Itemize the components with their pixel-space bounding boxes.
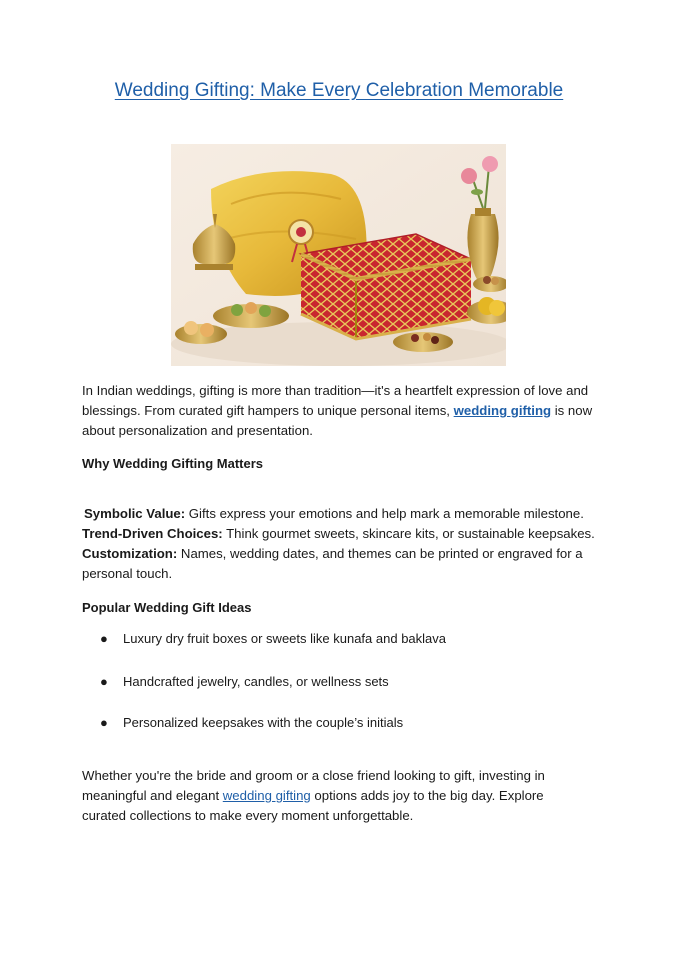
gift-hamper-illustration (171, 144, 506, 366)
bullet-icon: ● (100, 631, 108, 646)
why-item-trend (82, 524, 602, 544)
intro-text-end: is now about personalization and presentation. (82, 403, 593, 438)
why-item-label: Customization: (82, 546, 178, 561)
section-heading-why: Why Wedding Gifting Matters (82, 456, 264, 471)
section-heading-ideas: Popular Wedding Gift Ideas (82, 600, 252, 615)
wedding-gifting-link[interactable]: wedding gifting (453, 403, 552, 418)
why-item-label: Symbolic Value: (84, 506, 186, 521)
bullet-icon: ● (100, 715, 108, 730)
closing-paragraph (82, 766, 562, 826)
why-item-label: Trend-Driven Choices: (82, 526, 223, 541)
list-item-text: Handcrafted jewelry, candles, or wellness sets (123, 674, 389, 689)
page-title[interactable]: Wedding Gifting: Make Every Celebration Memorable (114, 80, 564, 101)
list-item (100, 714, 403, 732)
bullet-icon: ● (100, 674, 108, 689)
list-item-text: Luxury dry fruit boxes or sweets like kunafa and baklava (123, 631, 447, 646)
why-item-text: Names, wedding dates, and themes can be printed or engraved for a personal touch. (82, 546, 583, 581)
closing-text-end: options adds joy to the big day. Explore curated collections to make every moment unforgettable. (82, 788, 544, 823)
hero-image (171, 144, 506, 366)
closing-text-start: Whether you're the bride and groom or a close friend looking to gift, investing in meaningful and elegant (82, 768, 545, 803)
list-item-text: Personalized keepsakes with the couple’s initials (123, 715, 404, 730)
why-item-symbolic (84, 504, 604, 524)
list-item (100, 673, 389, 691)
list-item (100, 630, 446, 648)
why-item-text: Think gourmet sweets, skincare kits, or sustainable keepsakes. (222, 526, 595, 541)
why-item-customization (82, 544, 602, 584)
intro-paragraph (82, 381, 602, 441)
wedding-gifting-link[interactable]: wedding gifting (222, 788, 311, 803)
why-item-text: Gifts express your emotions and help mark a memorable milestone. (185, 506, 584, 521)
intro-text-start: In Indian weddings, gifting is more than tradition—it's a heartfelt expression of love and blessings. From curated gift hampers to unique personal items, (82, 383, 589, 418)
